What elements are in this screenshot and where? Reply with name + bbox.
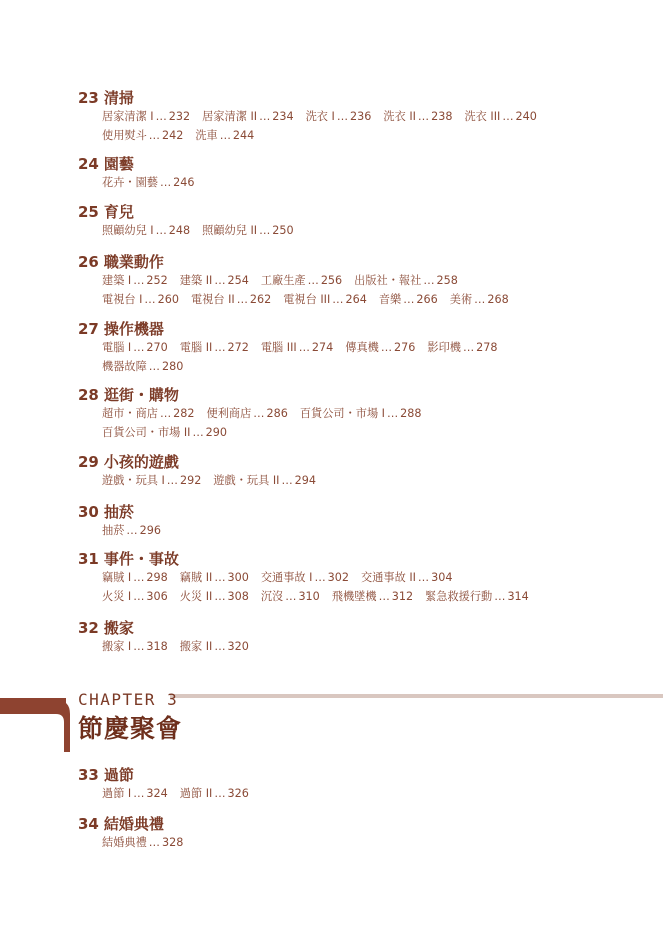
entry-dots: … xyxy=(133,787,145,800)
entry-dots: … xyxy=(298,341,310,354)
entry-page: 300 xyxy=(227,571,249,584)
entry-dots: … xyxy=(214,341,226,354)
entry-page: 328 xyxy=(161,836,184,849)
entry-page: 326 xyxy=(227,787,249,800)
entry-dots: … xyxy=(380,341,393,354)
entry-dots: … xyxy=(133,571,145,584)
entry-page: 242 xyxy=(161,128,184,142)
toc-entry xyxy=(180,640,249,653)
toc-entry xyxy=(261,571,349,584)
toc-entry xyxy=(180,341,249,354)
toc-section xyxy=(78,549,541,606)
entry-page: 290 xyxy=(205,425,228,439)
entry-page: 246 xyxy=(173,176,195,189)
entry-page: 304 xyxy=(431,571,453,584)
toc-entry xyxy=(332,590,413,603)
entry-page: 306 xyxy=(146,589,168,603)
toc-section xyxy=(78,385,434,442)
entry-title: 電視台 III xyxy=(283,292,331,306)
toc-entry xyxy=(300,407,422,420)
toc-section xyxy=(78,252,521,309)
entry-dots: … xyxy=(133,274,145,287)
entry-dots: … xyxy=(148,359,160,373)
toc-entry xyxy=(207,407,288,420)
toc-entry xyxy=(261,274,342,287)
entry-page: 240 xyxy=(515,110,537,123)
section-heading xyxy=(78,618,261,638)
section-number: 23 xyxy=(78,89,99,107)
entry-dots: … xyxy=(253,407,265,420)
entry-line xyxy=(78,127,549,146)
entry-dots: … xyxy=(462,341,475,354)
entry-dots: … xyxy=(214,640,226,653)
section-title: 育兒 xyxy=(103,203,134,221)
entry-page: 248 xyxy=(168,224,191,237)
toc-section xyxy=(78,814,195,853)
entry-title: 電腦 II xyxy=(179,341,213,354)
entry-line xyxy=(78,569,541,588)
section-heading xyxy=(78,549,541,569)
entry-dots: … xyxy=(285,589,297,603)
entry-page: 308 xyxy=(227,589,249,603)
section-number: 32 xyxy=(78,619,99,637)
section-title: 清掃 xyxy=(103,89,134,107)
section-number: 26 xyxy=(78,253,99,271)
toc-entry xyxy=(383,110,452,123)
section-heading xyxy=(78,252,521,272)
entry-line xyxy=(78,291,521,310)
toc-entry xyxy=(102,274,168,287)
section-heading xyxy=(78,502,173,522)
entry-page: 250 xyxy=(272,224,294,237)
entry-title: 遊戲・玩具 I xyxy=(102,474,165,487)
entry-page: 244 xyxy=(232,128,255,142)
chapter-rule-line xyxy=(170,694,663,698)
section-number: 27 xyxy=(78,320,99,338)
entry-dots: … xyxy=(214,274,226,287)
section-heading xyxy=(78,88,549,108)
entry-title: 飛機墜機 xyxy=(331,589,377,603)
entry-page: 276 xyxy=(394,341,416,354)
toc-section xyxy=(78,88,549,145)
toc-entry xyxy=(102,293,179,306)
entry-line xyxy=(78,588,541,607)
entry-title: 過節 II xyxy=(179,787,213,800)
entry-page: 272 xyxy=(227,341,249,354)
toc-entry xyxy=(354,274,458,287)
entry-title: 洗衣 I xyxy=(305,110,335,123)
entry-dots: … xyxy=(494,589,506,603)
entry-line xyxy=(78,785,261,804)
entry-title: 竊賊 I xyxy=(102,571,132,584)
entry-page: 310 xyxy=(298,589,320,603)
chapter-title: 節慶聚會 xyxy=(78,714,183,743)
entry-title: 結婚典禮 xyxy=(102,836,147,849)
section-number: 33 xyxy=(78,766,99,784)
entry-page: 238 xyxy=(431,110,453,123)
entry-dots: … xyxy=(336,110,349,123)
toc-entry xyxy=(261,590,320,603)
toc-entry xyxy=(202,110,293,123)
toc-entry xyxy=(283,293,367,306)
section-heading xyxy=(78,154,207,174)
toc-entry xyxy=(306,110,372,123)
entry-page: 270 xyxy=(146,341,168,354)
toc-section xyxy=(78,765,261,804)
entry-dots: … xyxy=(133,341,145,354)
entry-line xyxy=(78,222,306,241)
entry-dots: … xyxy=(378,589,390,603)
entry-dots: … xyxy=(423,274,435,287)
section-title: 搬家 xyxy=(103,619,134,637)
entry-page: 258 xyxy=(436,274,458,287)
entry-dots: … xyxy=(159,176,172,189)
entry-page: 320 xyxy=(227,640,249,653)
toc-entry xyxy=(191,293,271,306)
entry-page: 282 xyxy=(173,407,195,420)
entry-title: 抽菸 xyxy=(102,524,125,537)
entry-title: 搬家 II xyxy=(179,640,213,653)
entry-page: 268 xyxy=(487,292,509,306)
section-title: 事件・事故 xyxy=(103,550,179,568)
toc-entry xyxy=(102,129,183,142)
section-heading xyxy=(78,202,306,222)
entry-page: 324 xyxy=(146,787,168,800)
section-heading xyxy=(78,385,434,405)
toc-entry xyxy=(261,341,333,354)
entry-title: 超市・商店 xyxy=(102,407,158,420)
toc-entry xyxy=(102,590,168,603)
entry-page: 266 xyxy=(416,292,438,306)
entry-dots: … xyxy=(417,110,430,123)
entry-page: 312 xyxy=(391,589,414,603)
toc-section xyxy=(78,319,510,376)
entry-dots: … xyxy=(148,128,160,142)
entry-page: 318 xyxy=(146,640,168,653)
entry-dots: … xyxy=(332,292,344,306)
entry-dots: … xyxy=(474,292,486,306)
entry-line xyxy=(78,272,521,291)
entry-title: 電腦 III xyxy=(260,341,297,354)
entry-dots: … xyxy=(192,425,204,439)
entry-title: 建築 I xyxy=(102,274,132,287)
toc-entry xyxy=(102,110,190,123)
chapter-label: CHAPTER 3 xyxy=(78,690,179,709)
entry-dots: … xyxy=(259,110,271,123)
toc-entry xyxy=(180,787,249,800)
entry-line xyxy=(78,174,207,193)
toc-entry xyxy=(345,341,415,354)
entry-title: 搬家 I xyxy=(102,640,132,653)
section-heading xyxy=(78,814,195,834)
toc-entry xyxy=(213,474,316,487)
entry-title: 交通事故 II xyxy=(361,571,416,584)
entry-title: 照顧幼兒 I xyxy=(102,224,154,237)
section-number: 29 xyxy=(78,453,99,471)
entry-title: 火災 II xyxy=(179,589,213,603)
toc-entry xyxy=(102,426,227,439)
section-number: 28 xyxy=(78,386,99,404)
section-number: 25 xyxy=(78,203,99,221)
entry-dots: … xyxy=(214,589,226,603)
entry-line xyxy=(78,424,434,443)
entry-page: 302 xyxy=(327,571,350,584)
entry-title: 美術 xyxy=(449,292,473,306)
entry-dots: … xyxy=(148,836,160,849)
section-number: 24 xyxy=(78,155,99,173)
entry-line xyxy=(78,472,328,491)
section-title: 結婚典禮 xyxy=(103,815,164,833)
entry-dots: … xyxy=(314,571,326,584)
entry-title: 電腦 I xyxy=(102,341,132,354)
entry-dots: … xyxy=(144,292,156,306)
toc-section xyxy=(78,154,207,193)
entry-title: 音樂 xyxy=(378,292,402,306)
toc-entry xyxy=(102,571,168,584)
entry-page: 260 xyxy=(157,292,179,306)
toc-entry xyxy=(180,274,249,287)
entry-line xyxy=(78,638,261,657)
entry-title: 沉沒 xyxy=(260,589,284,603)
entry-page: 286 xyxy=(266,407,288,420)
entry-dots: … xyxy=(214,571,226,584)
entry-dots: … xyxy=(159,407,172,420)
toc-entry xyxy=(102,341,168,354)
entry-line xyxy=(78,405,434,424)
entry-title: 洗衣 II xyxy=(383,110,416,123)
entry-page: 232 xyxy=(168,110,191,123)
toc-section xyxy=(78,502,173,541)
toc-entry xyxy=(180,590,249,603)
entry-line xyxy=(78,358,510,377)
toc-entry xyxy=(202,224,293,237)
entry-page: 252 xyxy=(146,274,168,287)
toc-entry xyxy=(379,293,438,306)
entry-title: 出版社・報社 xyxy=(354,274,422,287)
entry-dots: … xyxy=(307,274,319,287)
entry-title: 電視台 I xyxy=(102,292,143,306)
entry-title: 居家清潔 I xyxy=(102,110,154,123)
chapter-banner-left-bar xyxy=(0,698,66,714)
entry-dots: … xyxy=(214,787,226,800)
section-number: 31 xyxy=(78,550,99,568)
entry-dots: … xyxy=(281,474,293,487)
toc-entry xyxy=(102,836,183,849)
entry-page: 278 xyxy=(476,341,498,354)
section-heading xyxy=(78,765,261,785)
toc-entry xyxy=(180,571,249,584)
entry-title: 照顧幼兒 II xyxy=(202,224,258,237)
entry-line xyxy=(78,522,173,541)
entry-page: 280 xyxy=(161,359,184,373)
toc-section xyxy=(78,202,306,241)
entry-title: 洗車 xyxy=(195,128,218,142)
entry-page: 288 xyxy=(400,407,422,420)
entry-dots: … xyxy=(133,640,145,653)
entry-title: 過節 I xyxy=(102,787,132,800)
entry-title: 傳真機 xyxy=(345,341,379,354)
section-heading xyxy=(78,452,328,472)
entry-dots: … xyxy=(403,292,415,306)
entry-page: 264 xyxy=(345,292,367,306)
entry-title: 電視台 II xyxy=(190,292,235,306)
section-heading xyxy=(78,319,510,339)
toc-entry xyxy=(102,474,201,487)
entry-dots: … xyxy=(236,292,248,306)
entry-title: 建築 II xyxy=(179,274,213,287)
entry-page: 236 xyxy=(350,110,372,123)
toc-entry xyxy=(102,524,161,537)
entry-dots: … xyxy=(502,110,514,123)
section-number: 30 xyxy=(78,503,99,521)
toc-entry xyxy=(102,176,195,189)
entry-dots: … xyxy=(386,407,399,420)
toc-entry xyxy=(425,590,529,603)
entry-dots: … xyxy=(155,224,167,237)
section-title: 過節 xyxy=(103,766,134,784)
entry-page: 294 xyxy=(294,474,316,487)
section-title: 操作機器 xyxy=(103,320,164,338)
entry-title: 使用熨斗 xyxy=(102,128,147,142)
toc-entry xyxy=(361,571,452,584)
entry-page: 314 xyxy=(507,589,529,603)
toc-entry xyxy=(102,787,168,800)
entry-page: 234 xyxy=(272,110,294,123)
entry-dots: … xyxy=(417,571,430,584)
entry-title: 百貨公司・市場 I xyxy=(299,407,385,420)
toc-section xyxy=(78,618,261,657)
entry-title: 洗衣 III xyxy=(464,110,501,123)
entry-dots: … xyxy=(126,524,138,537)
section-title: 小孩的遊戲 xyxy=(103,453,179,471)
entry-title: 機器故障 xyxy=(102,359,147,373)
entry-title: 百貨公司・市場 II xyxy=(102,425,191,439)
entry-line xyxy=(78,834,195,853)
toc-section xyxy=(78,452,328,491)
entry-line xyxy=(78,108,549,127)
entry-page: 254 xyxy=(227,274,249,287)
entry-title: 竊賊 II xyxy=(179,571,213,584)
section-title: 逛街・購物 xyxy=(103,386,179,404)
entry-page: 298 xyxy=(146,571,168,584)
entry-title: 遊戲・玩具 II xyxy=(213,474,280,487)
entry-title: 影印機 xyxy=(427,341,461,354)
entry-page: 292 xyxy=(179,474,202,487)
entry-title: 緊急救援行動 xyxy=(425,589,493,603)
section-number: 34 xyxy=(78,815,99,833)
toc-entry xyxy=(102,407,195,420)
toc-entry xyxy=(102,360,183,373)
toc-entry xyxy=(195,129,254,142)
entry-dots: … xyxy=(155,110,167,123)
toc-entry xyxy=(427,341,497,354)
section-title: 園藝 xyxy=(103,155,134,173)
entry-title: 交通事故 I xyxy=(260,571,313,584)
toc-entry xyxy=(450,293,509,306)
entry-dots: … xyxy=(133,589,145,603)
entry-page: 256 xyxy=(320,274,343,287)
entry-title: 火災 I xyxy=(102,589,132,603)
section-title: 抽菸 xyxy=(103,503,134,521)
entry-title: 居家清潔 II xyxy=(202,110,258,123)
toc-entry xyxy=(102,224,190,237)
toc-entry xyxy=(102,640,168,653)
entry-page: 296 xyxy=(139,524,161,537)
entry-line xyxy=(78,339,510,358)
entry-page: 274 xyxy=(311,341,334,354)
entry-title: 工廠生產 xyxy=(260,274,306,287)
toc-entry xyxy=(464,110,536,123)
section-title: 職業動作 xyxy=(103,253,164,271)
entry-dots: … xyxy=(219,128,231,142)
entry-page: 262 xyxy=(249,292,272,306)
entry-title: 便利商店 xyxy=(206,407,252,420)
entry-dots: … xyxy=(259,224,271,237)
entry-dots: … xyxy=(166,474,178,487)
entry-title: 花卉・園藝 xyxy=(102,176,158,189)
